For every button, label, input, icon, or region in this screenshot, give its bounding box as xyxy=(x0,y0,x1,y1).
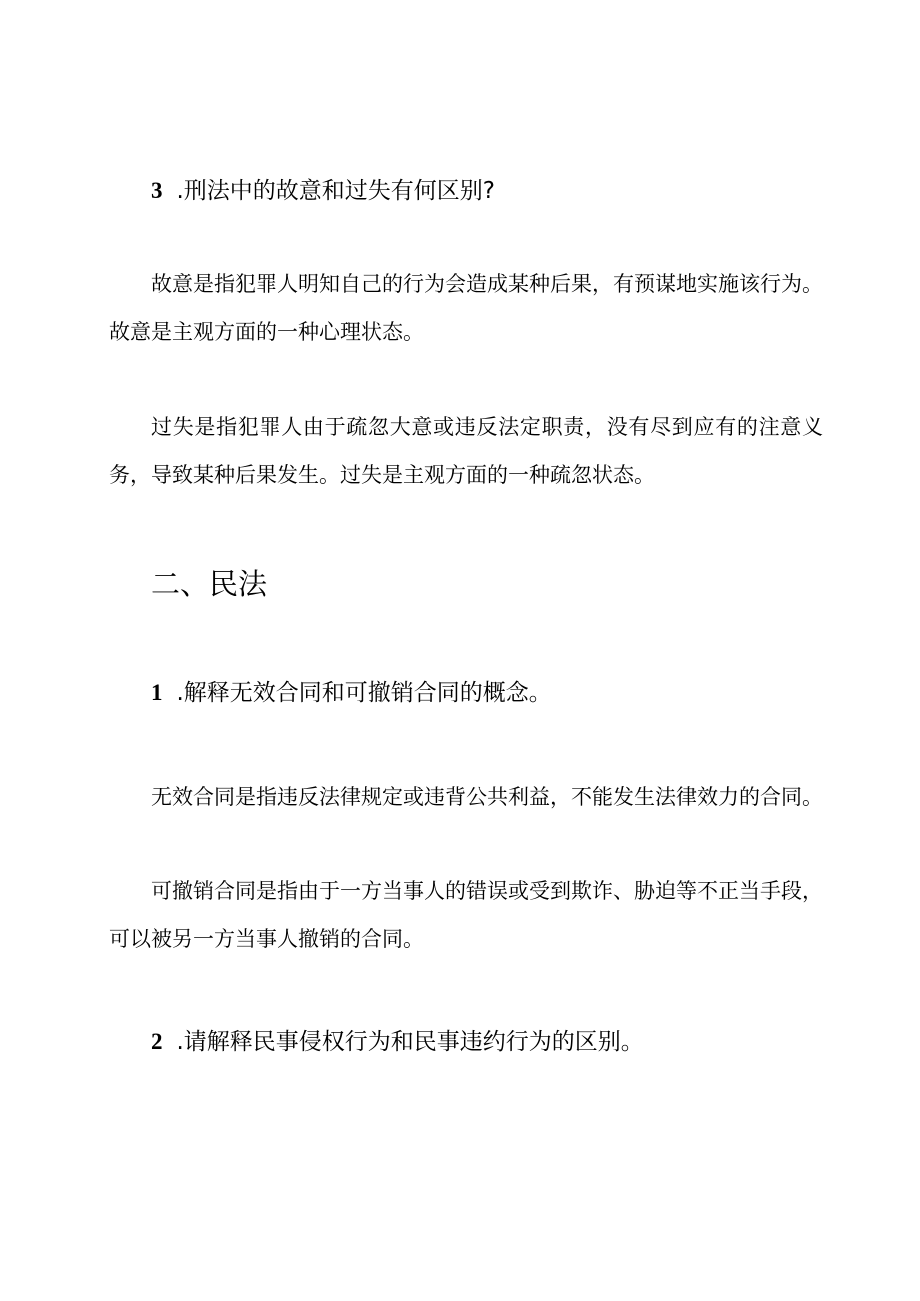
question-3-heading xyxy=(151,176,495,206)
paragraph-void-contract: 无效合同是指违反法律规定或违背公共利益，不能发生法律效力的合同。 xyxy=(151,785,823,809)
section-heading-civil-law: 二、民法 xyxy=(151,567,268,601)
paragraph-intent: 故意是指犯罪人明知自己的行为会造成某种后果，有预谋地实施该行为。故意是主观方面的一种心理状态。 xyxy=(109,272,823,344)
question-number: 2 xyxy=(151,1029,163,1054)
question-2-heading xyxy=(151,1027,644,1057)
question-text: .请解释民事侵权行为和民事违约行为的区别。 xyxy=(176,1029,644,1055)
question-number: 3 xyxy=(151,178,163,203)
question-text: .刑法中的故意和过失有何区别? xyxy=(176,178,496,204)
question-text: .解释无效合同和可撤销合同的概念。 xyxy=(176,680,552,706)
question-number: 1 xyxy=(151,680,163,705)
question-1-heading xyxy=(151,678,552,708)
paragraph-voidable-contract: 可撤销合同是指由于一方当事人的错误或受到欺诈、胁迫等不正当手段，可以被另一方当事人撤销的合同。 xyxy=(109,879,823,951)
paragraph-negligence: 过失是指犯罪人由于疏忽大意或违反法定职责，没有尽到应有的注意义务，导致某种后果发生。过失是主观方面的一种疏忽状态。 xyxy=(109,415,823,487)
